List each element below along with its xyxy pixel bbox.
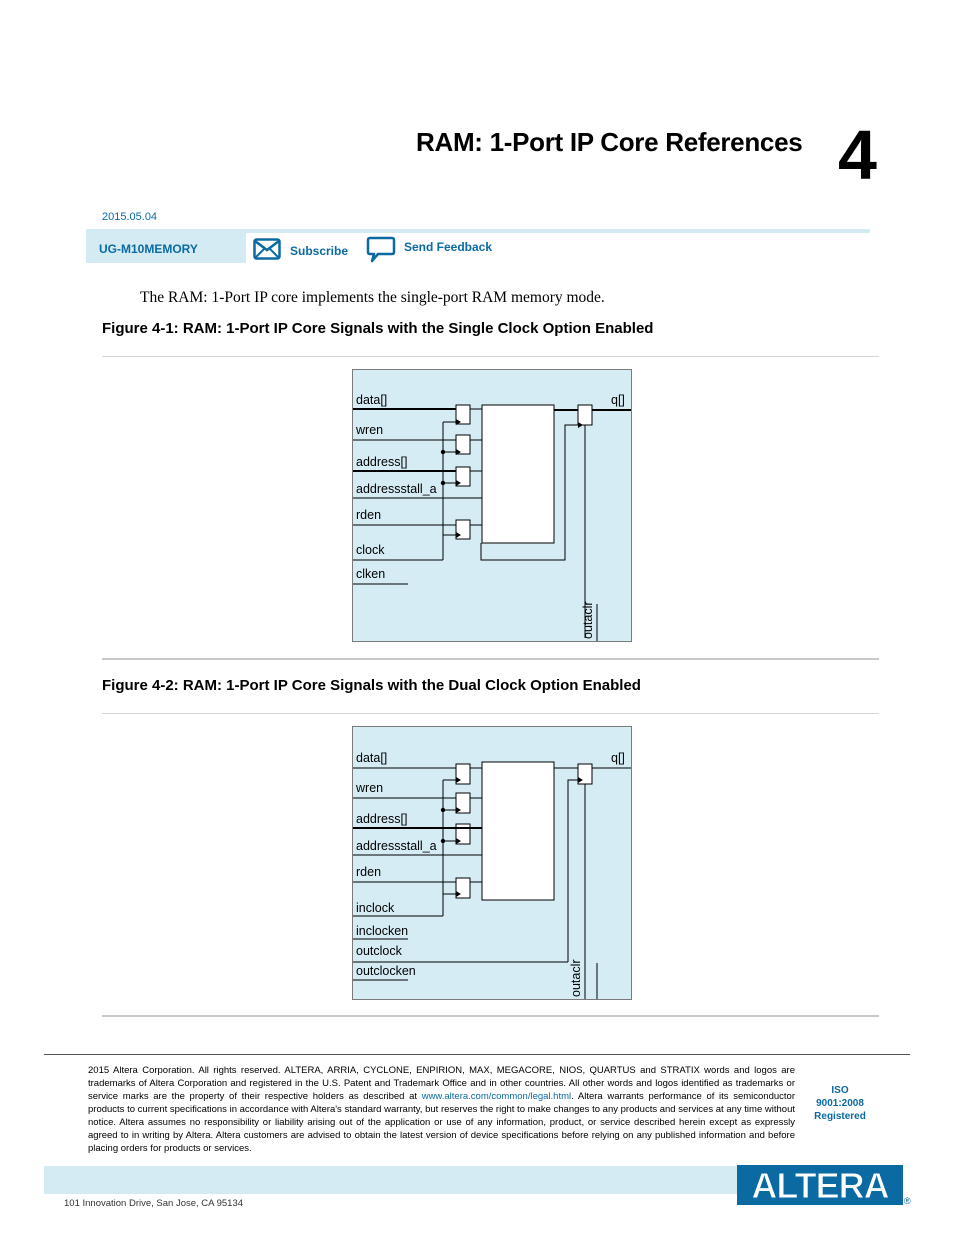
signal-label: clock: [356, 543, 385, 557]
altera-logo: [737, 1164, 911, 1208]
chapter-title: RAM: 1-Port IP Core References: [416, 127, 803, 157]
signal-label: data[]: [356, 751, 388, 765]
signal-label: address[]: [356, 455, 408, 469]
figure1-caption: Figure 4-1: RAM: 1-Port IP Core Signals with the Single Clock Option Enabled: [102, 320, 654, 337]
iso-line: ISO: [831, 1085, 849, 1096]
iso-registration: [800, 1084, 880, 1123]
signal-label: data[]: [356, 393, 388, 407]
figure1-top-rule: [102, 356, 879, 357]
signal-label: address[]: [356, 812, 408, 826]
outaclr-label: outaclr: [569, 959, 583, 997]
signal-label: outclock: [356, 944, 402, 958]
signal-label: inclocken: [356, 924, 409, 938]
signal-label: rden: [356, 508, 382, 522]
output-label: q[]: [611, 393, 625, 407]
figure2-caption: Figure 4-2: RAM: 1-Port IP Core Signals with the Dual Clock Option Enabled: [102, 677, 641, 694]
legal-text: . Altera warrants performance of its semiconductor products to current specifications in accordance with Altera's standard warranty, but reserves the right to make changes to any products and services at any time without notice. Altera assumes no responsibility or liability arising out of the application or use of any information, product, or service described herein except as expressly agreed to in writing by Altera. Altera customers are advised to obtain the latest version of device specifications before relying on any published information and before placing orders for products or services.: [88, 1091, 795, 1154]
figure1-diagram: [352, 369, 632, 642]
figure1-wiring: [353, 370, 631, 641]
speech-bubble-icon[interactable]: [366, 236, 396, 264]
document-banner: [86, 229, 870, 267]
chapter-number: 4: [838, 116, 877, 194]
figure2-top-rule: [102, 713, 879, 714]
document-id: UG-M10MEMORY: [99, 242, 198, 256]
figure1-bottom-rule: [102, 658, 879, 660]
signal-label: addressstall_a: [356, 839, 437, 853]
iso-line: 9001:2008: [816, 1098, 864, 1109]
legal-link[interactable]: www.altera.com/common/legal.html: [421, 1091, 572, 1102]
signal-label: outclocken: [356, 964, 416, 978]
outaclr-label: outaclr: [581, 601, 595, 639]
envelope-icon[interactable]: [253, 238, 281, 260]
signal-label: inclock: [356, 901, 395, 915]
document-date: 2015.05.04: [102, 211, 158, 223]
figure2-bottom-rule: [102, 1015, 879, 1017]
legal-text: 2015 Altera Corporation. All rights reserved. ALTERA, ARRIA, CYCLONE, ENPIRION, MAX, MEGACORE, NIOS, QUARTUS and STRATIX words and logos are trademarks of Altera Corporation and registered in the U.S. Patent and Trademark Office and in other countries. All other words and logos identified as trademarks or service marks are the property of their respective holders as described at: [88, 1065, 795, 1102]
figure2-diagram: [352, 726, 632, 1000]
signal-label: addressstall_a: [356, 482, 437, 496]
signal-label: wren: [356, 423, 384, 437]
company-address: 101 Innovation Drive, San Jose, CA 95134: [64, 1198, 244, 1209]
output-label: q[]: [611, 751, 625, 765]
subscribe-link[interactable]: Subscribe: [290, 244, 349, 258]
intro-paragraph: The RAM: 1-Port IP core implements the single-port RAM memory mode.: [140, 289, 605, 306]
footer-band: [44, 1166, 737, 1194]
banner-tab-angle: [224, 233, 242, 263]
figure2-wiring: [353, 727, 631, 999]
signal-label: rden: [356, 865, 382, 879]
signal-label: wren: [356, 781, 384, 795]
legal-notice: [88, 1064, 795, 1155]
registered-mark: ®: [904, 1196, 911, 1206]
footer-rule: [44, 1054, 910, 1055]
send-feedback-link[interactable]: Send Feedback: [404, 240, 493, 254]
signal-label: clken: [356, 567, 386, 581]
iso-line: Registered: [814, 1111, 866, 1122]
logo-text: ALTERA: [751, 1165, 889, 1206]
